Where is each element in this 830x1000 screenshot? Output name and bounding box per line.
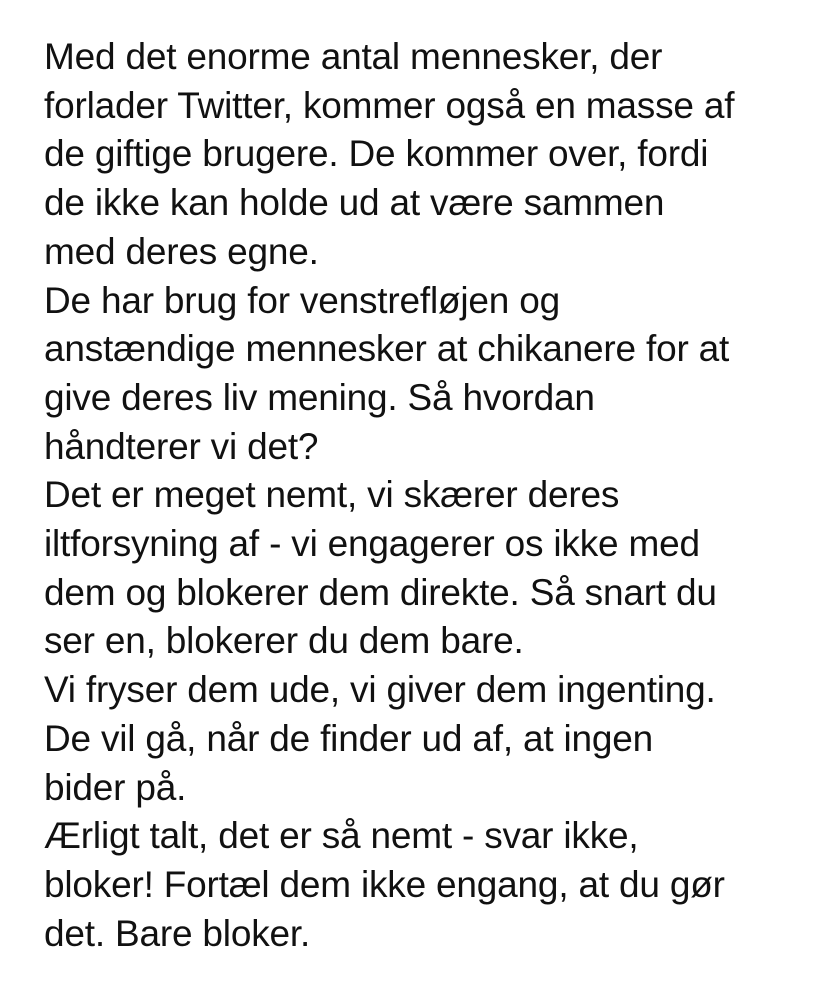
post-line: de giftige brugere. De kommer over, fordi	[44, 133, 709, 175]
post-line: De vil gå, når de finder ud af, at ingen	[44, 717, 654, 759]
post-line: bloker! Fortæl dem ikke engang, at du gør	[44, 863, 725, 905]
post-line: Det er meget nemt, vi skærer deres	[44, 474, 620, 516]
post-body	[44, 33, 824, 958]
post-line: håndterer vi det?	[44, 425, 319, 467]
post-line: De har brug for venstrefløjen og	[44, 279, 560, 321]
post-line: bider på.	[44, 766, 187, 808]
post-line: anstændige mennesker at chikanere for at	[44, 328, 730, 370]
post-line: ser en, blokerer du dem bare.	[44, 620, 524, 662]
post-line: give deres liv mening. Så hvordan	[44, 376, 595, 418]
post-line: de ikke kan holde ud at være sammen	[44, 182, 665, 224]
post-line: med deres egne.	[44, 230, 319, 272]
post-line: dem og blokerer dem direkte. Så snart du	[44, 571, 717, 613]
post-line: iltforsyning af - vi engagerer os ikke med	[44, 523, 700, 565]
post-line: Med det enorme antal mennesker, der	[44, 36, 663, 77]
post-line: Ærligt talt, det er så nemt - svar ikke,	[44, 815, 639, 857]
post-line: det. Bare bloker.	[44, 912, 311, 954]
post-line: Vi fryser dem ude, vi giver dem ingenting.	[44, 669, 716, 711]
post-line: forlader Twitter, kommer også en masse af	[44, 84, 735, 126]
